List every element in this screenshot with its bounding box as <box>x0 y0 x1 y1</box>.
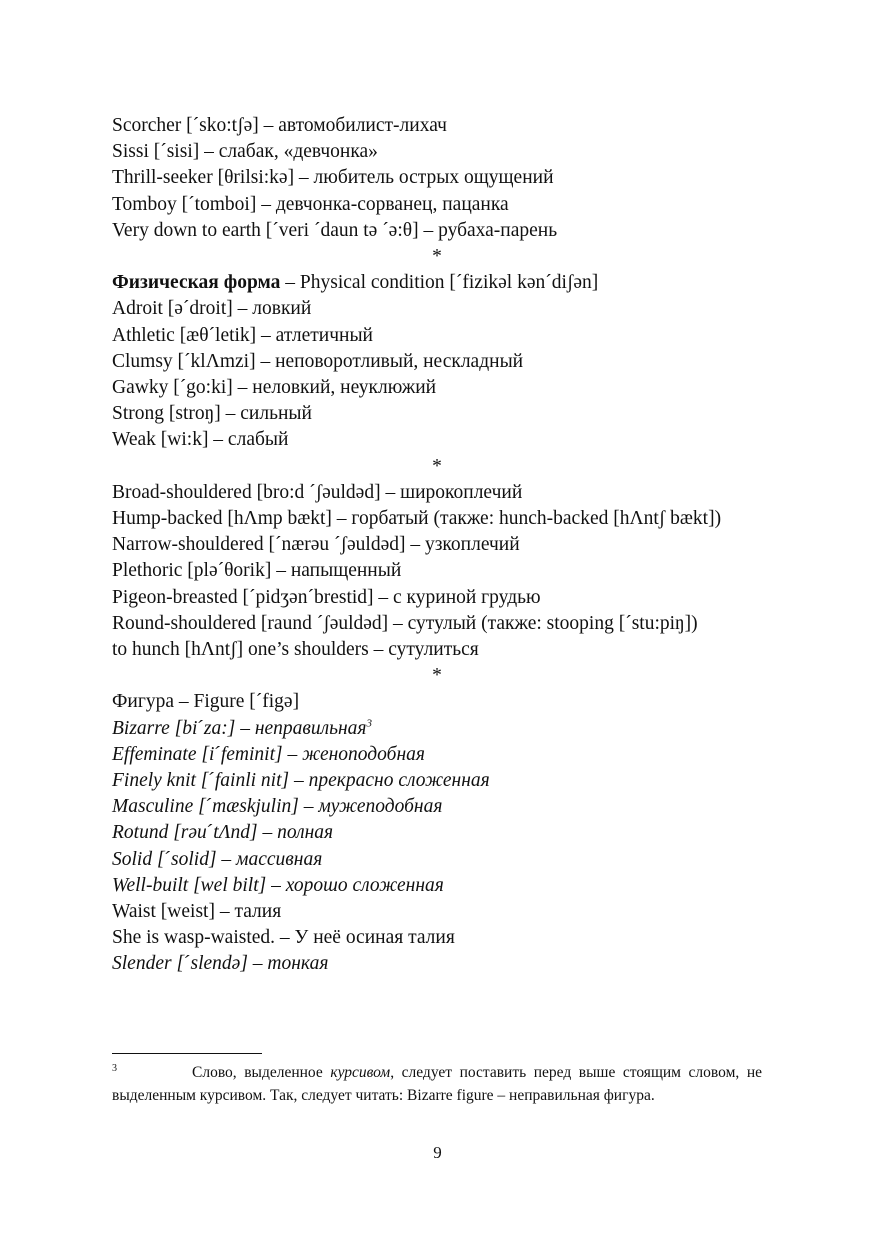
separator-asterisk: * <box>432 246 442 268</box>
entry-bizarre-text: Bizarre [biˊza:] – неправильная <box>112 717 367 739</box>
footnote-text-italic: курсивом <box>330 1064 391 1081</box>
entry-tomboy: Tomboy [ˊtomboi] – девчонка-сорванец, пацанка <box>112 193 509 215</box>
entry-sissi: Sissi [ˊsisi] – слабак, «девчонка» <box>112 141 378 163</box>
entry-scorcher: Scorcher [ˊsko:tʃə] – автомобилист-лихач <box>112 115 447 136</box>
entry-to-hunch: to hunch [hΛntʃ] one’s shoulders – сутулиться <box>112 639 479 661</box>
entry-weak: Weak [wi:k] – слабый <box>112 429 289 451</box>
entry-masculine: Masculine [ˊmæskjulin] – мужеподобная <box>112 796 443 818</box>
separator-asterisk: * <box>432 455 442 477</box>
footnote <box>112 1061 762 1107</box>
entry-slender: Slender [ˊslendə] – тонкая <box>112 953 329 975</box>
glossary-content <box>112 113 762 978</box>
entry-athletic: Athletic [æθˊletik] – атлетичный <box>112 324 373 346</box>
heading-figure: Фигура – Figure [ˊfigə] <box>112 691 300 713</box>
entry-gawky: Gawky [ˊgo:ki] – неловкий, неуклюжий <box>112 377 437 399</box>
entry-plethoric: Plethoric [pləˊθorik] – напыщенный <box>112 560 402 582</box>
heading-physical-condition <box>112 270 762 296</box>
heading-physical-rest: – Physical condition [ˊfizikəl kənˊdiʃən] <box>280 272 599 294</box>
entry-thrill-seeker: Thrill-seeker [θrilsi:kə] – любитель острых ощущений <box>112 167 554 189</box>
footnote-text-a: Слово, выделенное <box>192 1064 331 1081</box>
entry-wasp-waisted: She is wasp-waisted. – У неё осиная талия <box>112 927 455 949</box>
entry-round-shouldered: Round-shouldered [raund ˊʃəuldəd] – сутулый (также: stooping [ˊstu:piŋ]) <box>112 612 698 634</box>
entry-strong: Strong [stroŋ] – сильный <box>112 403 312 425</box>
entry-effeminate: Effeminate [iˊfeminit] – женоподобная <box>112 743 425 765</box>
entry-bizarre <box>112 716 762 742</box>
entry-solid: Solid [ˊsolid] – массивная <box>112 848 323 870</box>
footnote-divider <box>112 1053 262 1054</box>
footnote-reference: 3 <box>366 717 372 730</box>
entry-well-built: Well-built [wel bilt] – хорошо сложенная <box>112 874 444 896</box>
entry-finely-knit: Finely knit [ˊfainli nit] – прекрасно сложенная <box>112 770 490 792</box>
footnote-number: 3 <box>112 1062 117 1074</box>
heading-physical-bold: Физическая форма <box>112 272 281 294</box>
entry-hump-backed: Hump-backed [hΛmp bækt] – горбатый (также: hunch-backed [hΛntʃ bækt]) <box>112 508 722 530</box>
entry-clumsy: Clumsy [ˊklΛmzi] – неповоротливый, нескладный <box>112 350 524 372</box>
entry-adroit: Adroit [əˊdroit] – ловкий <box>112 298 312 320</box>
entry-rotund: Rotund [rəuˊtΛnd] – полная <box>112 822 334 844</box>
entry-narrow-shouldered: Narrow-shouldered [ˊnærəu ˊʃəuldəd] – узкоплечий <box>112 534 520 556</box>
footnote-text-b: , следует поставить перед выше стоящим словом, не выделенным курсивом. Так, следует читать: Bizarre figure – неправильная фигура. <box>112 1064 762 1104</box>
page-number: 9 <box>433 1143 442 1162</box>
separator-asterisk: * <box>432 665 442 687</box>
entry-pigeon-breasted: Pigeon-breasted [ˊpidʒənˊbrestid] – с куриной грудью <box>112 586 541 608</box>
entry-very-down-to-earth: Very down to earth [ˊveri ˊdaun tə ˊə:θ] – рубаха-парень <box>112 219 558 241</box>
footnote-marker <box>112 1061 192 1084</box>
entry-waist: Waist [weist] – талия <box>112 901 282 923</box>
entry-broad-shouldered: Broad-shouldered [bro:d ˊʃəuldəd] – широкоплечий <box>112 481 523 503</box>
